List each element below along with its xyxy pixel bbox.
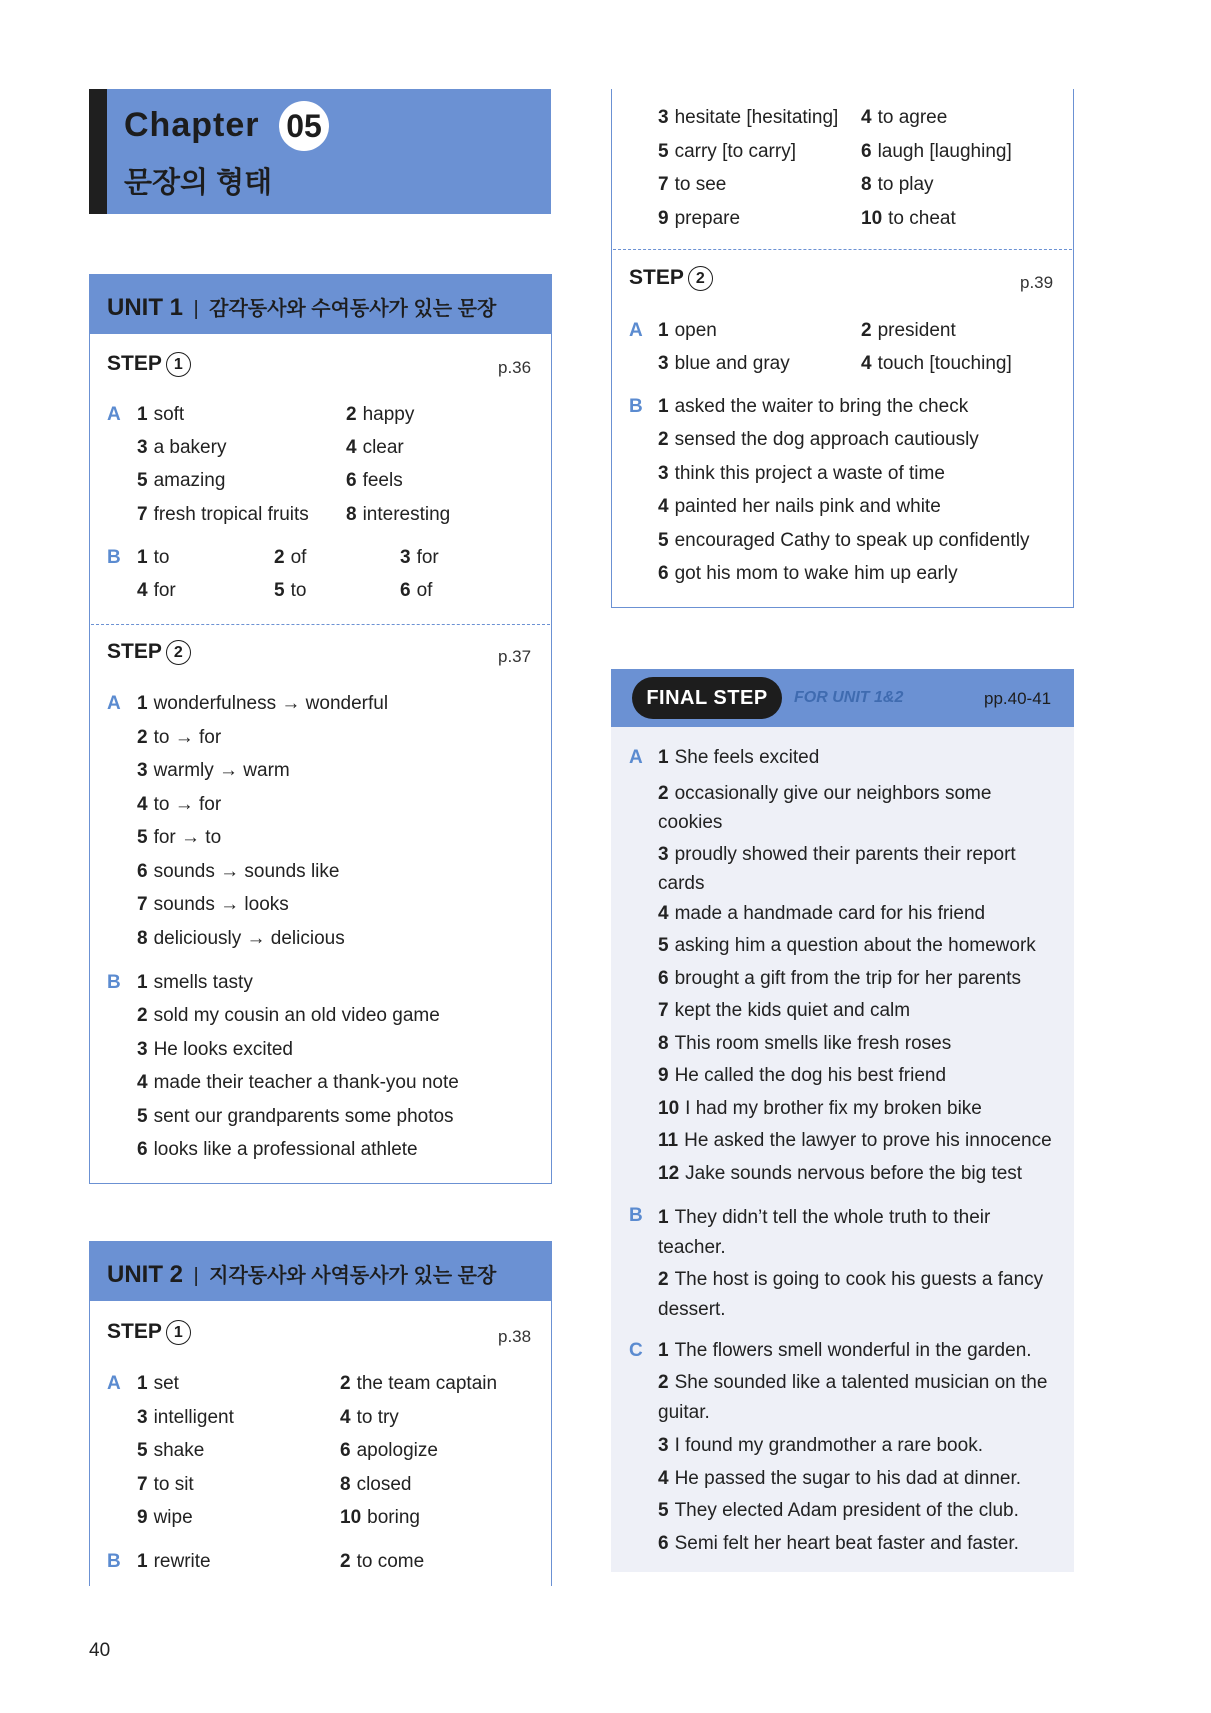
unit1-step2-page: p.37 xyxy=(498,647,532,666)
section-label-a: A xyxy=(629,747,643,768)
list-item: 4 touch [touching] xyxy=(861,353,1012,374)
list-item: 1 to xyxy=(137,547,170,568)
list-item: 3 warmly → warm xyxy=(137,760,290,781)
list-item: 5 carry [to carry] xyxy=(658,141,796,162)
section-label-a: A xyxy=(629,320,643,341)
list-item: 1 She feels excited xyxy=(658,747,820,768)
list-item: 5 amazing xyxy=(137,470,226,491)
list-item: 2 sensed the dog approach cautiously xyxy=(658,429,979,450)
unit1-step1-page: p.36 xyxy=(498,358,532,377)
list-item: 4 He passed the sugar to his dad at dinner. xyxy=(658,1468,1022,1489)
list-item: 12 Jake sounds nervous before the big test xyxy=(658,1163,1023,1184)
list-item: 2 to → for xyxy=(137,727,222,748)
list-item: 3 a bakery xyxy=(137,437,227,458)
unit1-step2-heading xyxy=(107,640,191,665)
step-label: STEP xyxy=(107,1320,162,1343)
list-item: 5 encouraged Cathy to speak up confidently xyxy=(658,530,1030,551)
list-item: 6 looks like a professional athlete xyxy=(137,1139,418,1160)
list-item: 2 the team captain xyxy=(340,1373,498,1394)
list-item: 9 prepare xyxy=(658,208,741,229)
list-item: 10 I had my brother fix my broken bike xyxy=(658,1098,982,1119)
section-label-b: B xyxy=(107,1551,121,1572)
list-item: 7 to see xyxy=(658,174,727,195)
list-item: 4 to → for xyxy=(137,794,222,815)
section-label-b: B xyxy=(107,972,121,993)
list-item: 2 sold my cousin an old video game xyxy=(137,1005,440,1026)
list-item: 4 for xyxy=(137,580,176,601)
list-item: 1 rewrite xyxy=(137,1551,211,1572)
list-item: 4 to try xyxy=(340,1407,399,1428)
list-item: 1 They didn’t tell the whole truth to their teacher. xyxy=(658,1207,991,1258)
section-label-a: A xyxy=(107,1373,121,1394)
list-item: 6 apologize xyxy=(340,1440,438,1461)
list-item: 7 sounds → looks xyxy=(137,894,289,915)
list-item: 10 to cheat xyxy=(861,208,956,229)
list-item: 3 blue and gray xyxy=(658,353,790,374)
unit1-separator: | xyxy=(193,298,199,320)
list-item: 5 to xyxy=(274,580,307,601)
page-number: 40 xyxy=(89,1640,111,1661)
list-item: 1 soft xyxy=(137,404,185,425)
list-item: 2 happy xyxy=(346,404,415,425)
list-item: 2 She sounded like a talented musician on the guitar. xyxy=(658,1372,1048,1423)
list-item: 6 sounds → sounds like xyxy=(137,861,340,882)
unit1-heading xyxy=(107,292,496,322)
list-item: 6 got his mom to wake him up early xyxy=(658,563,958,584)
chapter-number: 05 xyxy=(279,101,329,151)
list-item: 9 He called the dog his best friend xyxy=(658,1065,947,1086)
unit2-step2-page: p.39 xyxy=(1020,273,1054,292)
step-label: STEP xyxy=(107,352,162,375)
list-item: 8 interesting xyxy=(346,504,451,525)
unit2-step2-heading xyxy=(629,266,713,291)
list-item: 3 hesitate [hesitating] xyxy=(658,107,839,128)
unit2-separator: | xyxy=(193,1265,199,1287)
list-item: 6 Semi felt her heart beat faster and faster. xyxy=(658,1533,1019,1554)
list-item: 8 deliciously → delicious xyxy=(137,928,345,949)
list-item: 7 to sit xyxy=(137,1474,194,1495)
list-item: 5 shake xyxy=(137,1440,205,1461)
step-label: STEP xyxy=(107,640,162,663)
list-item: 9 wipe xyxy=(137,1507,193,1528)
list-item: 2 The host is going to cook his guests a fancy dessert. xyxy=(658,1269,1044,1320)
chapter-subtitle: 문장의 형태 xyxy=(124,167,273,199)
list-item: 3 He looks excited xyxy=(137,1039,293,1060)
list-item: 1 smells tasty xyxy=(137,972,253,993)
list-item: 8 This room smells like fresh roses xyxy=(658,1033,952,1054)
step-number: 2 xyxy=(166,640,191,665)
list-item: 3 think this project a waste of time xyxy=(658,463,945,484)
list-item: 11 He asked the lawyer to prove his innocence xyxy=(658,1130,1052,1151)
chapter-title: Chapter xyxy=(124,106,260,144)
section-label-b: B xyxy=(629,1205,643,1226)
list-item: 7 fresh tropical fruits xyxy=(137,504,309,525)
list-item: 6 laugh [laughing] xyxy=(861,141,1012,162)
list-item: 3 I found my grandmother a rare book. xyxy=(658,1435,983,1456)
list-item: 6 feels xyxy=(346,470,403,491)
unit2-step1-heading xyxy=(107,1320,191,1345)
step-number: 2 xyxy=(688,266,713,291)
list-item: 1 wonderfulness → wonderful xyxy=(137,693,389,714)
list-item: 1 The flowers smell wonderful in the garden. xyxy=(658,1340,1032,1361)
list-item: 2 president xyxy=(861,320,956,341)
unit2-heading xyxy=(107,1259,496,1289)
list-item: 8 to play xyxy=(861,174,934,195)
section-label-b: B xyxy=(629,396,643,417)
list-item: 3 proudly showed their parents their report cards xyxy=(658,844,1016,894)
list-item: 4 to agree xyxy=(861,107,948,128)
divider xyxy=(91,624,550,625)
list-item: 5 asking him a question about the homework xyxy=(658,935,1036,956)
list-item: 2 occasionally give our neighbors some cookies xyxy=(658,783,992,833)
list-item: 3 for xyxy=(400,547,439,568)
unit1-step1-heading xyxy=(107,352,191,377)
list-item: 6 brought a gift from the trip for her parents xyxy=(658,968,1021,989)
list-item: 5 They elected Adam president of the club. xyxy=(658,1500,1019,1521)
list-item: 3 intelligent xyxy=(137,1407,234,1428)
list-item: 1 asked the waiter to bring the check xyxy=(658,396,969,417)
unit2-title: UNIT 2 xyxy=(107,1261,184,1288)
step-label: STEP xyxy=(629,266,684,289)
section-label-c: C xyxy=(629,1340,643,1361)
list-item: 8 closed xyxy=(340,1474,412,1495)
list-item: 2 to come xyxy=(340,1551,425,1572)
unit2-step1-page: p.38 xyxy=(498,1327,532,1346)
step-number: 1 xyxy=(166,1320,191,1345)
list-item: 4 painted her nails pink and white xyxy=(658,496,941,517)
list-item: 1 set xyxy=(137,1373,179,1394)
list-item: 1 open xyxy=(658,320,717,341)
list-item: 7 kept the kids quiet and calm xyxy=(658,1000,911,1021)
list-item: 5 for → to xyxy=(137,827,222,848)
divider xyxy=(613,249,1072,250)
step-number: 1 xyxy=(166,352,191,377)
list-item: 6 of xyxy=(400,580,433,601)
final-step-scope: FOR UNIT 1&2 xyxy=(794,689,904,706)
section-label-a: A xyxy=(107,404,121,425)
unit1-description: 감각동사와 수여동사가 있는 문장 xyxy=(209,298,497,320)
final-step-page: pp.40-41 xyxy=(984,689,1052,708)
section-label-a: A xyxy=(107,693,121,714)
unit2-description: 지각동사와 사역동사가 있는 문장 xyxy=(209,1265,497,1287)
list-item: 4 clear xyxy=(346,437,404,458)
unit1-title: UNIT 1 xyxy=(107,294,184,321)
list-item: 5 sent our grandparents some photos xyxy=(137,1106,454,1127)
section-label-b: B xyxy=(107,547,121,568)
list-item: 4 made their teacher a thank-you note xyxy=(137,1072,459,1093)
list-item: 10 boring xyxy=(340,1507,420,1528)
final-step-badge: FINAL STEP xyxy=(632,677,782,719)
list-item: 2 of xyxy=(274,547,307,568)
list-item: 4 made a handmade card for his friend xyxy=(658,903,986,924)
